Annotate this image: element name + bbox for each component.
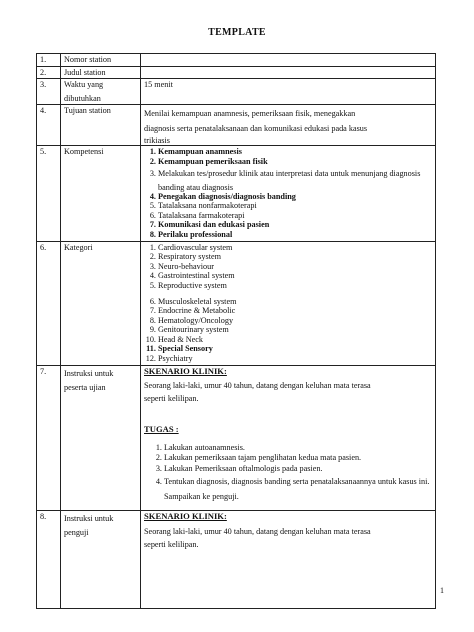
label-line: penguji	[64, 528, 89, 538]
label-line: Instruksi untuk	[64, 368, 114, 378]
list-item: 6. Musculoskeletal system	[158, 297, 432, 307]
table-row	[37, 105, 436, 146]
list-item: 4. Tentukan diagnosis, diagnosis banding serta penatalaksanaannya untuk kasus ini. Sampaikan ke penguji.	[164, 474, 432, 504]
list-item: 4. Gastrointestinal system	[158, 271, 432, 281]
list-item: 1. Lakukan autoanamnesis.	[164, 443, 432, 454]
row-label: Kategori	[61, 241, 141, 365]
table-row	[37, 66, 436, 79]
list-item: 1. Kemampuan anamnesis	[158, 147, 432, 157]
row-number: 7.	[37, 365, 61, 511]
scenario-line: seperti kelilipan.	[144, 539, 199, 549]
list-item: 5. Reproductive system	[158, 281, 432, 291]
row-label	[61, 511, 141, 609]
list-item: 3. Lakukan Pemeriksaan oftalmologis pada pasien.	[164, 464, 432, 475]
row-label	[61, 79, 141, 105]
table-row	[37, 146, 436, 241]
list-item: 10. Head & Neck	[158, 335, 432, 345]
list-item: 12. Psychiatry	[158, 354, 432, 364]
task-list	[144, 443, 432, 505]
scenario-heading: SKENARIO KLINIK:	[144, 365, 227, 376]
row-label	[61, 365, 141, 511]
list-item: 2. Respiratory system	[158, 252, 432, 262]
list-item: 2. Lakukan pemeriksaan tajam penglihatan kedua mata pasien.	[164, 453, 432, 464]
row-number: 3.	[37, 79, 61, 105]
row-value	[141, 54, 436, 67]
list-item: 1. Cardiovascular system	[158, 243, 432, 253]
table-row	[37, 241, 436, 365]
participant-instruction-cell	[141, 365, 436, 511]
row-label: Tujuan station	[61, 105, 141, 146]
task-heading: TUGAS :	[144, 424, 179, 435]
row-number: 5.	[37, 146, 61, 241]
row-number: 4.	[37, 105, 61, 146]
label-line: Instruksi untuk	[64, 514, 114, 524]
scenario-line: seperti kelilipan.	[144, 394, 199, 404]
row-value: 15 menit	[141, 79, 436, 105]
table-row	[37, 79, 436, 105]
list-item: 9. Genitourinary system	[158, 325, 432, 335]
list-item: 6. Tatalaksana farmakoterapi	[158, 211, 432, 221]
list-item: 3. Neuro-behaviour	[158, 262, 432, 272]
list-item: 11. Special Sensory	[158, 344, 432, 354]
list-item: 8. Perilaku professional	[158, 230, 432, 240]
document-title: TEMPLATE	[208, 27, 266, 38]
row-number: 6.	[37, 241, 61, 365]
category-list-cell	[141, 241, 436, 365]
competency-list-cell	[141, 146, 436, 241]
row-label: Nomor station	[61, 54, 141, 67]
table-row	[37, 511, 436, 609]
label-line: dibutuhkan	[64, 93, 101, 103]
list-item: 8. Hematology/Oncology	[158, 316, 432, 326]
row-label: Kompetensi	[61, 146, 141, 241]
list-item: 7. Komunikasi dan edukasi pasien	[158, 220, 432, 230]
scenario-heading: SKENARIO KLINIK:	[144, 511, 227, 522]
list-item: 2. Kemampuan pemeriksaan fisik	[158, 157, 432, 167]
page-number: 1	[440, 586, 444, 595]
competency-list	[144, 147, 432, 239]
category-list	[144, 243, 432, 364]
row-value	[141, 105, 436, 146]
row-number: 2.	[37, 66, 61, 79]
list-item: 5. Tatalaksana nonfarmakoterapi	[158, 201, 432, 211]
list-item: 3. Melakukan tes/prosedur klinik atau interpretasi data untuk menunjang diagnosis banding atau diagnosis	[158, 167, 432, 195]
table-row	[37, 54, 436, 67]
list-item: 4. Penegakan diagnosis/diagnosis banding	[158, 192, 432, 202]
row-number: 1.	[37, 54, 61, 67]
value-line: trikiasis	[144, 136, 170, 146]
scenario-line: Seorang laki-laki, umur 40 tahun, datang dengan keluhan mata terasa	[144, 381, 371, 391]
list-item: 7. Endocrine & Metabolic	[158, 306, 432, 316]
row-label: Judul station	[61, 66, 141, 79]
examiner-instruction-cell	[141, 511, 436, 609]
row-value	[141, 66, 436, 79]
value-line: diagnosis serta penatalaksanaan dan komunikasi edukasi pada kasus	[144, 124, 368, 134]
value-line: Menilai kemampuan anamnesis, pemeriksaan fisik, menegakkan	[144, 109, 356, 119]
table-row	[37, 365, 436, 511]
scenario-line: Seorang laki-laki, umur 40 tahun, datang dengan keluhan mata terasa	[144, 526, 371, 536]
label-line: peserta ujian	[64, 382, 106, 392]
label-line: Waktu yang	[64, 80, 104, 90]
row-number: 8.	[37, 511, 61, 609]
station-template-table	[36, 53, 436, 609]
